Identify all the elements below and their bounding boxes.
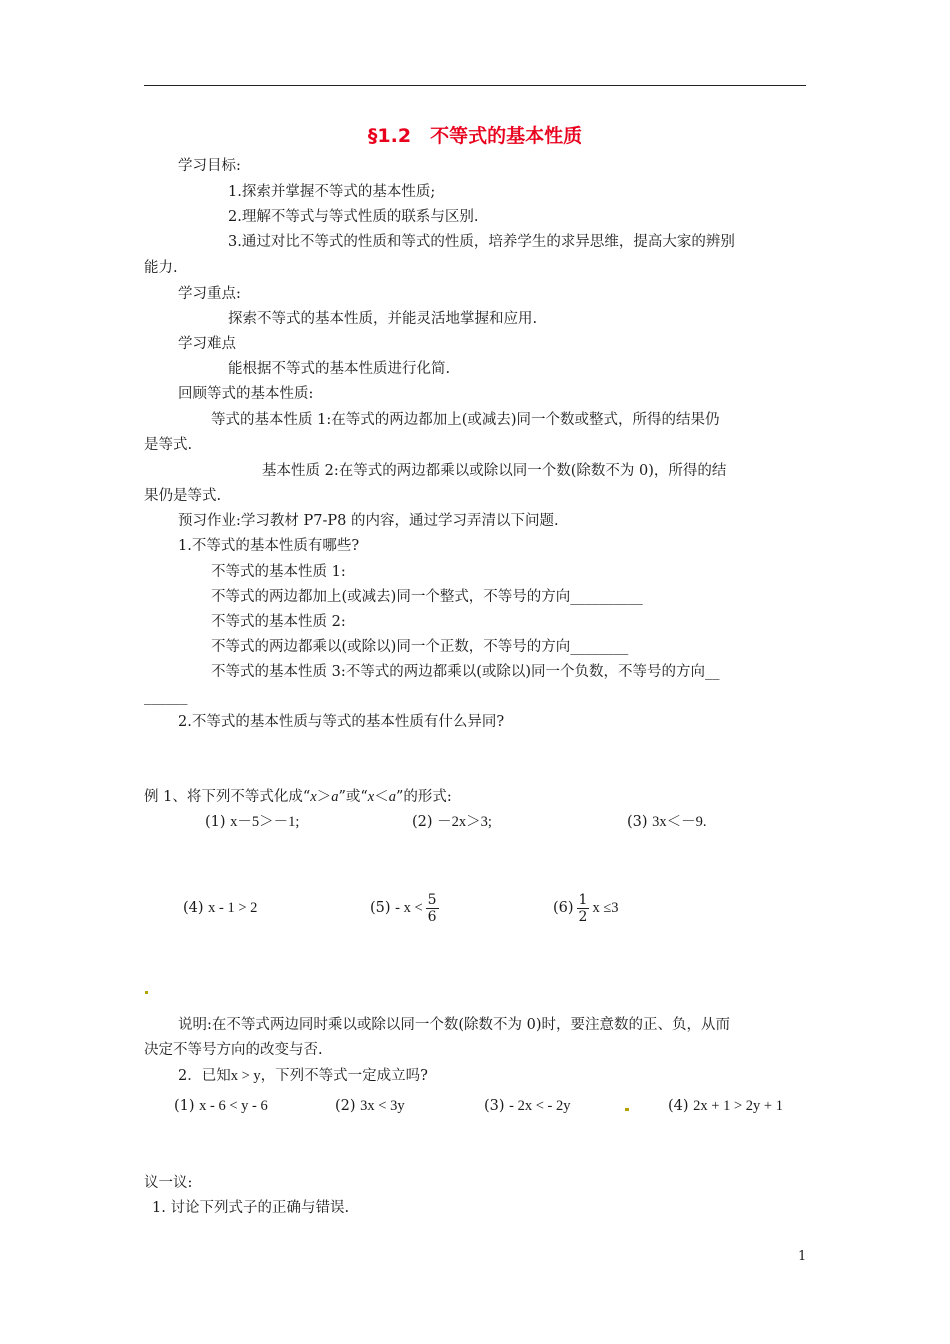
header-rule bbox=[144, 85, 806, 86]
example-1-part-3: (3) 3x＜－9. bbox=[627, 814, 707, 830]
property-2-text: 不等式的两边都乘以(或除以)同一个正数，不等号的方向________ bbox=[211, 639, 629, 655]
question-2-intro: 2．已知x > y，下列不等式一定成立吗? bbox=[178, 1068, 428, 1084]
review-property-1: 等式的基本性质 1:在等式的两边都加上(或减去)同一个数或整式，所得的结果仍 bbox=[211, 412, 720, 428]
difficulty-heading: 学习难点 bbox=[178, 336, 236, 352]
review-property-2: 基本性质 2:在等式的两边都乘以或除以同一个数(除数不为 0)，所得的结 bbox=[262, 463, 727, 479]
preview-heading: 预习作业:学习教材 P7-P8 的内容，通过学习弄清以下问题. bbox=[178, 513, 559, 529]
example-1-part-4: (4) x - 1 > 2 bbox=[183, 900, 258, 916]
discuss-item-1: 1. 讨论下列式子的正确与错误. bbox=[152, 1200, 350, 1216]
fraction-five-sixths: $\frac{5}{6}$ bbox=[427, 891, 437, 925]
property-1-label: 不等式的基本性质 1: bbox=[211, 564, 346, 580]
review-heading: 回顾等式的基本性质: bbox=[178, 386, 314, 402]
note-line-1: 说明:在不等式两边同时乘以或除以同一个数(除数不为 0)时，要注意数的正、负，从而 bbox=[178, 1017, 731, 1033]
question-2-part-3: (3) - 2x < - 2y bbox=[484, 1098, 571, 1114]
page-number: 1 bbox=[798, 1249, 807, 1264]
fraction-one-half: $\frac{1}{2}$ bbox=[578, 891, 588, 925]
property-3-continued: ______ bbox=[144, 689, 188, 705]
example-1-intro: 例 1、将下列不等式化成“x＞a”或“x＜a”的形式: bbox=[144, 789, 452, 805]
goal-item-3: 3.通过对比不等式的性质和等式的性质，培养学生的求异思维，提高大家的辨别 bbox=[228, 234, 735, 250]
key-points-heading: 学习重点: bbox=[178, 286, 241, 302]
question-2-part-2: (2) 3x < 3y bbox=[335, 1098, 405, 1114]
question-2-part-4: (4) 2x + 1 > 2y + 1 bbox=[668, 1098, 783, 1114]
difficulty-text: 能根据不等式的基本性质进行化简. bbox=[228, 361, 451, 377]
example-1-part-5: (5) - x < $\frac{5}{6}$ bbox=[370, 891, 437, 925]
property-3-text: 不等式的基本性质 3:不等式的两边都乘以(或除以)同一个负数，不等号的方向__ bbox=[211, 664, 720, 680]
discuss-heading: 议一议: bbox=[144, 1175, 193, 1191]
goals-heading: 学习目标: bbox=[178, 158, 241, 174]
note-line-2: 决定不等号方向的改变与否. bbox=[144, 1042, 323, 1058]
review-property-1-continued: 是等式. bbox=[144, 437, 193, 453]
property-1-text: 不等式的两边都加上(或减去)同一个整式，不等号的方向__________ bbox=[211, 589, 643, 605]
goal-item-2: 2.理解不等式与等式性质的联系与区别. bbox=[228, 209, 479, 225]
property-2-label: 不等式的基本性质 2: bbox=[211, 614, 346, 630]
example-1-part-6: (6) $\frac{1}{2}$ x ≤3 bbox=[553, 891, 619, 925]
goal-item-3-continued: 能力. bbox=[144, 260, 178, 276]
stray-mark bbox=[625, 1108, 629, 1111]
review-property-2-continued: 果仍是等式. bbox=[144, 488, 222, 504]
preview-question-2: 2.不等式的基本性质与等式的基本性质有什么异同? bbox=[178, 714, 505, 730]
preview-question-1: 1.不等式的基本性质有哪些? bbox=[178, 538, 360, 554]
key-points-text: 探索不等式的基本性质，并能灵活地掌握和应用. bbox=[228, 311, 538, 327]
page-title: §1.2 不等式的基本性质 bbox=[367, 125, 583, 147]
stray-mark bbox=[145, 991, 148, 994]
goal-item-1: 1.探索并掌握不等式的基本性质; bbox=[228, 184, 436, 200]
example-1-part-2: (2) －2x＞3; bbox=[412, 814, 492, 830]
example-1-part-1: (1) x－5＞－1; bbox=[205, 814, 300, 830]
question-2-part-1: (1) x - 6 < y - 6 bbox=[174, 1098, 268, 1114]
